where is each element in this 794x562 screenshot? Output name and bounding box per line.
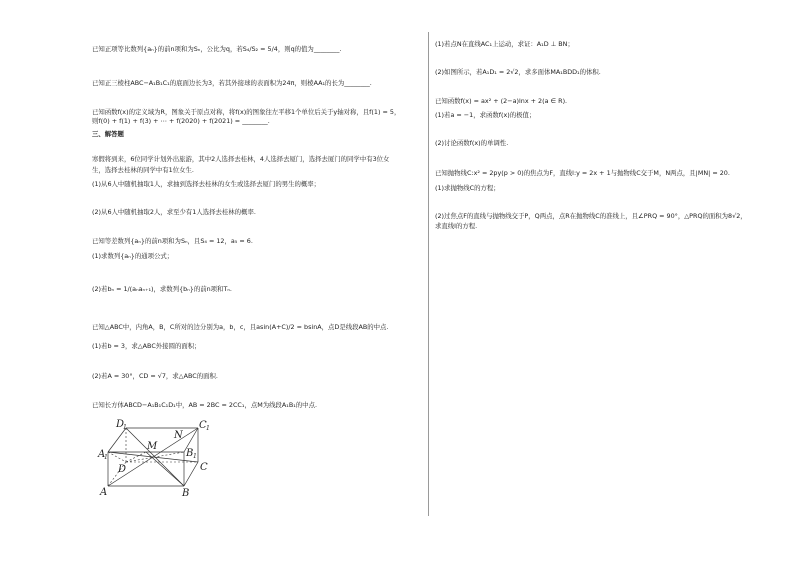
segment-mb: [146, 452, 184, 486]
question-travel-part2: (2)从6人中随机抽取2人，求至少有1人选择去桂林的概率.: [92, 208, 256, 216]
label-c1-sub: 1: [206, 425, 210, 432]
question-parabola-part2: (2)过焦点F的直线与抛物线交于P，Q两点，点R在抛物线C的准线上，且∠PRQ = 90°，△PRQ的面积为8√2，: [435, 212, 747, 220]
question-cuboid-part1: (1)若点N在直线AC₁上运动，求证：A₁D ⊥ BN；: [435, 40, 574, 48]
label-a1-sub: 1: [104, 454, 108, 461]
question-function-symmetry: 已知函数f(x)的定义域为R，图象关于原点对称，将f(x)的图象往左平移1个单位后关于y轴对称，且f(1) = 5，: [92, 108, 401, 116]
edge-a1d1: [108, 428, 126, 452]
question-travel-part1: (1)从6人中随机抽取1人，求抽到选择去桂林的女生或选择去厦门的男生的概率；: [92, 180, 321, 188]
label-d: D: [118, 464, 127, 475]
question-function-part1: (1)若a = −1，求函数f(x)的极值；: [435, 111, 536, 119]
cuboid-figure: [92, 416, 222, 506]
label-a1: A: [98, 449, 106, 460]
edge-bc: [184, 462, 198, 486]
question-parabola: 已知抛物线C:x² = 2py(p > 0)的焦点为F，直线l:y = 2x + 1与抛物线C交于M，N两点，且|MN| = 20.: [435, 169, 730, 177]
label-b1-sub: 1: [193, 453, 197, 460]
label-a: A: [100, 487, 108, 498]
question-parabola-part2-line2: 求直线l的方程.: [435, 222, 478, 230]
question-cuboid-part2: (2)如图所示，若A₁D₁ = 2√2，求多面体MA₁BDD₁的体积.: [435, 68, 601, 76]
question-function-part2: (2)讨论函数f(x)的单调性.: [435, 139, 509, 147]
section-heading: 三、解答题: [92, 130, 124, 138]
question-travel-line2: 生，选择去桂林的同学中有1位女生.: [92, 166, 194, 174]
question-arithmetic-part1: (1)求数列{aₙ}的通项公式；: [92, 252, 174, 260]
question-parabola-part1: (1)求抛物线C的方程；: [435, 184, 500, 192]
question-function: 已知函数f(x) = ax² + (2−a)lnx + 2(a ∈ R).: [435, 97, 568, 105]
label-d1-sub: 1: [123, 424, 127, 431]
question-prism: 已知正三棱柱ABC−A₁B₁C₁的底面边长为3，若其外接球的表面积为24π，则棱AA₁的长为________.: [92, 79, 372, 87]
question-travel: 寒假将到来，6位同学计划外出旅游，其中2人选择去桂林，4人选择去厦门，选择去厦门的同学中有3位女: [92, 155, 390, 163]
hidden-segment-dm: [126, 452, 146, 462]
label-d1: D: [116, 419, 125, 430]
question-function-symmetry-line2: 则f(0) + f(1) + f(3) + ⋯ + f(2020) + f(2021) = ________.: [92, 117, 270, 125]
label-c: C: [200, 462, 208, 473]
question-arithmetic-part2: (2)若bₙ = 1/(aₙaₙ₊₁)，求数列{bₙ}的前n项和Tₙ.: [92, 285, 232, 293]
diag-ac1: [108, 428, 198, 486]
label-b1: B: [186, 448, 194, 459]
label-c1: C: [199, 420, 207, 431]
label-m: M: [147, 441, 158, 452]
question-triangle-part1: (1)若b = 3，求△ABC外接圆的面积；: [92, 342, 201, 350]
question-triangle: 已知△ABC中，内角A，B，C所对的边分别为a，b，c，且asin(A+C)/2 = bsinA，点D是线段AB的中点.: [92, 323, 389, 331]
question-cuboid: 已知长方体ABCD−A₁B₁C₁D₁中，AB = 2BC = 2CC₁，点M为线段A₁B₁的中点.: [92, 401, 317, 409]
label-b: B: [182, 488, 190, 499]
question-triangle-part2: (2)若A = 30°，CD = √7，求△ABC的面积.: [92, 372, 218, 380]
question-arithmetic: 已知等差数列{aₙ}的前n项和为Sₙ，且S₄ = 12，a₅ = 6.: [92, 237, 253, 245]
column-divider: [428, 32, 429, 516]
question-geometric-sequence: 已知正项等比数列{aₙ}的前n项和为Sₙ，公比为q，若S₄/S₂ = 5/4，则q的值为________.: [92, 45, 342, 53]
label-n: N: [174, 430, 183, 441]
